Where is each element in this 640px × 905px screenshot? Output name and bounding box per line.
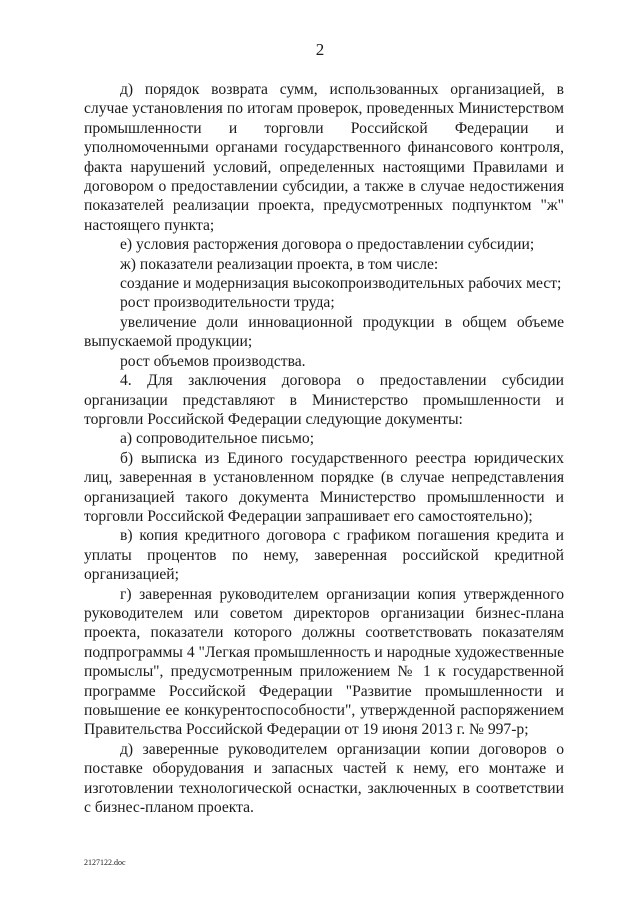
document-body: [84, 80, 564, 817]
paragraph-b-registry-extract: б) выписка из Единого государственного реестра юридических лиц, заверенная в установленном порядке (в случае непредставления организацией такого документа Министерство промышленности и торговли Российской Федерации запрашивает его самостоятельно);: [84, 449, 564, 525]
paragraph-production-growth: рост объемов производства.: [120, 352, 306, 370]
paragraph-4-documents: 4. Для заключения договора о предоставлении субсидии организации представляют в Министерство промышленности и торговли Российской Федерации следующие документы:: [84, 372, 564, 428]
paragraph-zh-indicators: ж) показатели реализации проекта, в том числе:: [120, 255, 439, 273]
paragraph-jobs: создание и модернизация высокопроизводительных рабочих мест;: [120, 275, 562, 293]
paragraph-g-business-plan: г) заверенная руководителем организации копия утвержденного руководителем или советом директоров организации бизнес-плана проекта, показатели которого должны соответствовать показателям подпрограммы 4 "Легкая промышленность и народные художественные промыслы", предусмотренным приложением № 1 к государственной программе Российской Федерации "Развитие промышленности и повышение ее конкурентоспособности", утвержденной распоряжением Правительства Российской Федерации от 19 июня 2013 г. № 997-р;: [84, 585, 564, 739]
paragraph-d-refund-procedure: д) порядок возврата сумм, использованных организацией, в случае установления по итогам проверок, проведенных Министерством промышленности и торговли Российской Федерации и уполномоченными органами государственного финансового контроля, факта нарушений условий, определенных настоящими Правилами и договором о предоставлении субсидии, а также в случае недостижения показателей реализации проекта, предусмотренных подпунктом "ж" настоящего пункта;: [84, 81, 564, 234]
paragraph-productivity: рост производительности труда;: [120, 294, 335, 312]
paragraph-a-cover-letter: а) сопроводительное письмо;: [120, 430, 315, 448]
paragraph-innovation-share: увеличение доли инновационной продукции в общем объеме выпускаемой продукции;: [84, 313, 564, 351]
footer-filename: 2127122.doc: [84, 858, 126, 867]
paragraph-e-termination: е) условия расторжения договора о предоставлении субсидии;: [120, 236, 535, 254]
paragraph-v-credit-agreement: в) копия кредитного договора с графиком погашения кредита и уплаты процентов по нему, заверенная российской кредитной организацией;: [84, 527, 564, 584]
page-number: 2: [315, 40, 325, 59]
paragraph-d-supply-contracts: д) заверенные руководителем организации копии договоров о поставке оборудования и запасных частей к нему, его монтаже и изготовлении технологической оснастки, заключенных в соответствии с бизнес-планом проекта.: [84, 740, 564, 817]
